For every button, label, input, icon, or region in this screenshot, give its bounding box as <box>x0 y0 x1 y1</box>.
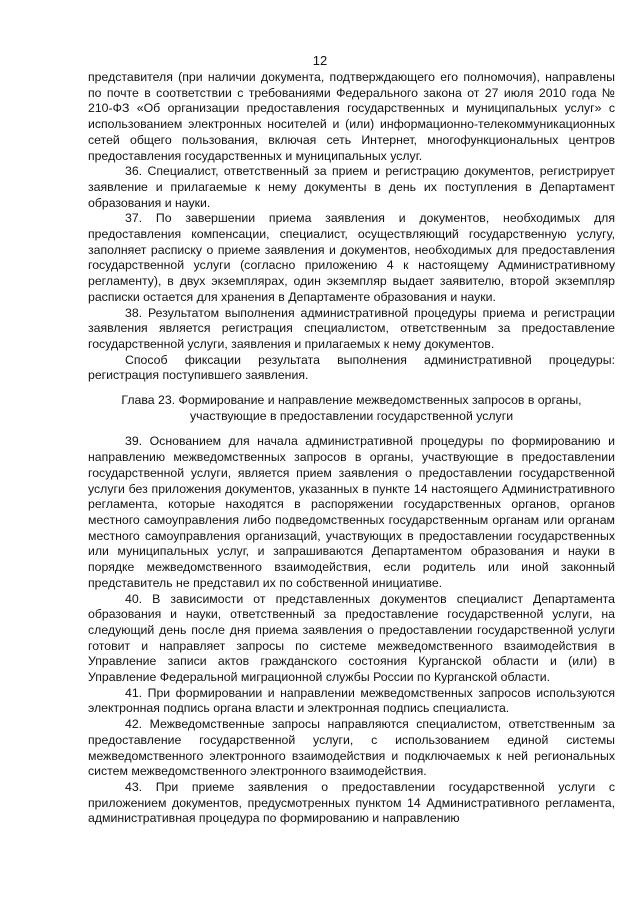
page-number: 12 <box>312 53 328 68</box>
paragraph-fixation-method: Способ фиксации результата выполнения административной процедуры: регистрация поступившего заявления. <box>88 352 615 383</box>
chapter-heading-line-2: участвующие в предоставлении государственной услуги <box>189 408 514 423</box>
paragraph-40: 40. В зависимости от представленных документов специалист Департамента образования и науки, ответственный за предоставление государственной услуги, на следующий день после дня приема заявления о предоставлении государственной услуги готовит и направляет запросы по системе межведомственного взаимодействия в Управление записи актов гражданского состояния Курганской области и (или) в Управление Федеральной миграционной службы России по Курганской области. <box>88 591 615 685</box>
paragraph-42: 42. Межведомственные запросы направляются специалистом, ответственным за предоставление государственной услуги, с использованием единой системы межведомственного электронного взаимодействия и подключаемых к ней региональных систем межведомственного электронного взаимодействия. <box>88 717 615 779</box>
chapter-heading <box>88 393 615 424</box>
paragraph-43: 43. При приеме заявления о предоставлении государственной услуги с приложением документов, предусмотренных пунктом 14 Административного регламента, административная процедура по формированию и направлению <box>88 779 615 826</box>
paragraph-38: 38. Результатом выполнения административной процедуры приема и регистрации заявления является регистрация специалистом, ответственным за предоставление государственной услуги, заявления и прилагаемых к нему документов. <box>88 305 615 351</box>
paragraph-37: 37. По завершении приема заявления и документов, необходимых для предоставления компенсации, специалист, осуществляющий государственную услугу, заполняет расписку о приеме заявления и документов, необходимых для предоставления государственной услуги (согласно приложению 4 к настоящему Административному регламенту), в двух экземплярах, один экземпляр выдает заявителю, второй экземпляр расписки остается для хранения в Департаменте образования и науки. <box>88 211 615 304</box>
paragraph-39: 39. Основанием для начала административной процедуры по формированию и направлению межведомственных запросов в органы, участвующие в предоставлении государственной услуги, является прием заявления о предоставлении государственной услуги без приложения документов, указанных в пункте 14 настоящего Административного регламента, которые находятся в распоряжении государственных органов, органов местного самоуправления либо подведомственных государственным органам или органам местного самоуправления организаций, участвующих в предоставлении государственных или муниципальных услуг, и запрашиваются Департаментом образования и науки в порядке межведомственного взаимодействия, если родитель или иной законный представитель не представил их по собственной инициативе. <box>88 434 615 590</box>
document-body <box>88 70 615 827</box>
paragraph-36: 36. Специалист, ответственный за прием и регистрацию документов, регистрирует заявление и прилагаемые к нему документы в день их поступления в Департамент образования и науки. <box>88 164 615 210</box>
paragraph-41: 41. При формировании и направлении межведомственных запросов используются электронная подпись органа власти и электронная подпись специалиста. <box>88 685 615 716</box>
paragraph-continuation: представителя (при наличии документа, подтверждающего его полномочия), направлены по почте в соответствии с требованиями Федерального закона от 27 июля 2010 года № 210-ФЗ «Об организации предоставления государственных и муниципальных услуг» с использованием электронных носителей и (или) информационно-телекоммуникационных сетей общего пользования, включая сеть Интернет, многофункциональных центров предоставления государственных и муниципальных услуг. <box>88 70 615 163</box>
chapter-heading-line-1: Глава 23. Формирование и направление межведомственных запросов в органы, <box>121 393 582 408</box>
